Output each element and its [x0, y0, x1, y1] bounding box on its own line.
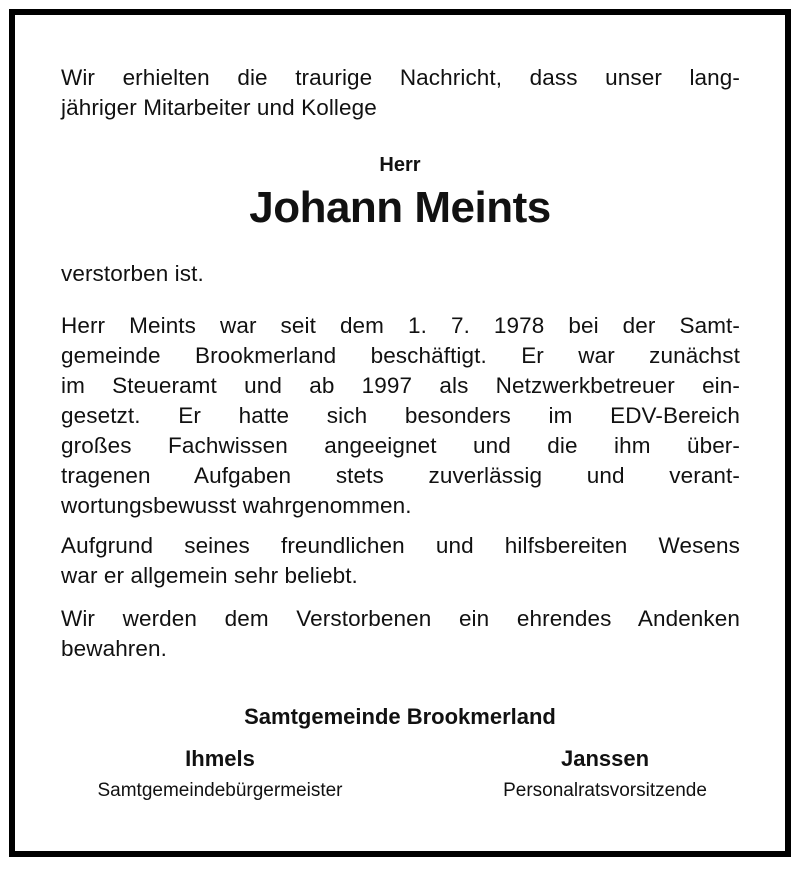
signatory-left — [50, 745, 390, 805]
remembrance-line: Wir werden dem Verstorbenen ein ehrendes Andenken — [61, 606, 740, 631]
salutation: Herr — [379, 154, 421, 176]
deceased-line — [61, 259, 740, 289]
deceased-text: verstorben ist. — [61, 261, 204, 286]
signatory-title: Personalratsvorsitzende — [503, 780, 707, 801]
character-line: Aufgrund seines freundlichen und hilfsbereiten Wesens — [61, 533, 740, 558]
signatory-title: Samtgemeindebürgermeister — [97, 780, 343, 801]
career-line: im Steueramt und ab 1997 als Netzwerkbetreuer ein- — [61, 373, 740, 398]
obituary-notice — [9, 9, 791, 857]
character-paragraph — [61, 531, 740, 591]
remembrance-line: bewahren. — [61, 636, 167, 661]
signatory-right — [435, 745, 775, 805]
intro-paragraph — [61, 63, 740, 123]
career-paragraph — [61, 311, 740, 521]
career-line: gemeinde Brookmerland beschäftigt. Er war zunächst — [61, 343, 740, 368]
organization-name: Samtgemeinde Brookmerland — [244, 704, 556, 729]
career-line: wortungsbewusst wahrgenommen. — [61, 493, 412, 518]
character-line: war er allgemein sehr beliebt. — [61, 563, 358, 588]
career-line: großes Fachwissen angeeignet und die ihm über- — [61, 433, 740, 458]
signatory-name: Janssen — [560, 746, 650, 771]
remembrance-paragraph — [61, 604, 740, 664]
signatory-name: Ihmels — [185, 746, 255, 771]
deceased-name: Johann Meints — [249, 183, 551, 232]
intro-line: Wir erhielten die traurige Nachricht, dass unser lang- — [61, 65, 740, 90]
intro-line: jähriger Mitarbeiter und Kollege — [61, 95, 377, 120]
career-line: Herr Meints war seit dem 1. 7. 1978 bei der Samt- — [61, 313, 740, 338]
career-line: tragenen Aufgaben stets zuverlässig und verant- — [61, 463, 740, 488]
career-line: gesetzt. Er hatte sich besonders im EDV-Bereich — [61, 403, 740, 428]
